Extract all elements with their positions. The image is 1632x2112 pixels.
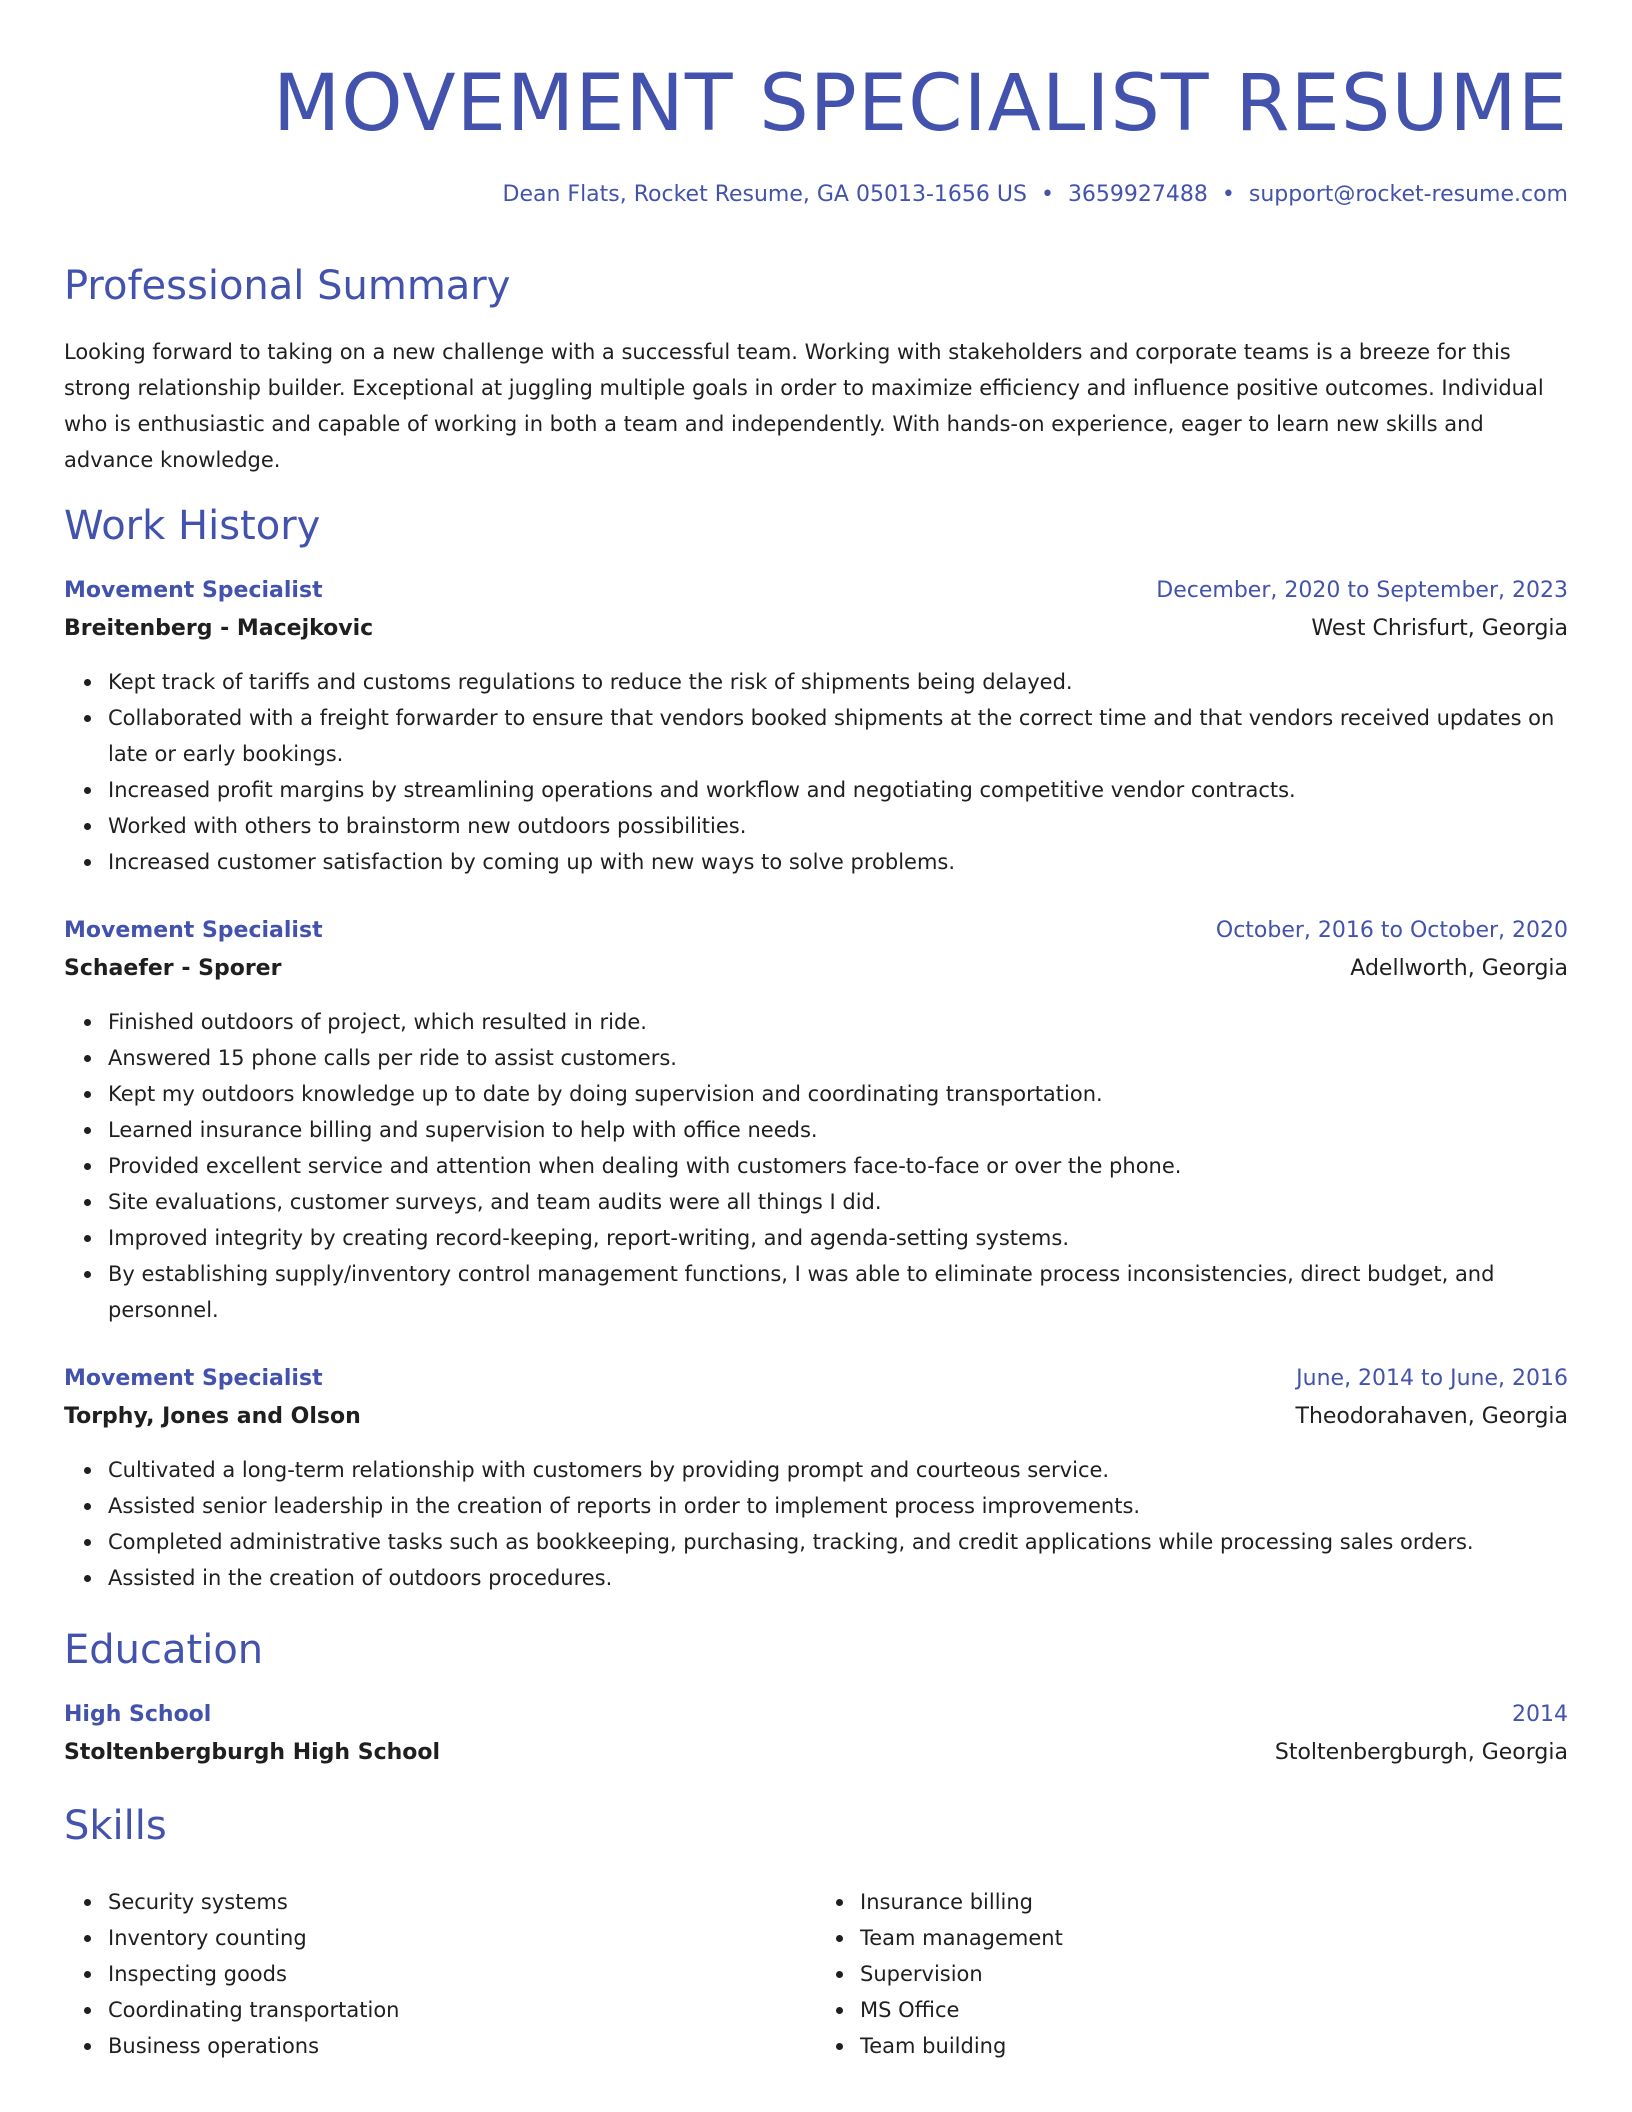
list-item: Kept track of tariffs and customs regulations to reduce the risk of shipments being delayed. [108, 664, 1568, 700]
job-entry [64, 912, 1568, 1328]
job-title: Movement Specialist [64, 918, 323, 943]
job-dates: June, 2014 to June, 2016 [1296, 1366, 1568, 1391]
job-bullets [64, 1452, 1568, 1596]
education-degree: High School [64, 1702, 212, 1727]
list-item: Increased customer satisfaction by coming up with new ways to solve problems. [108, 844, 1568, 880]
job-title: Movement Specialist [64, 1366, 323, 1391]
job-dates: October, 2016 to October, 2020 [1215, 918, 1568, 943]
summary-heading: Professional Summary [64, 263, 511, 309]
list-item: Kept my outdoors knowledge up to date by doing supervision and coordinating transportation. [108, 1076, 1568, 1112]
education-entry [64, 1696, 1568, 1772]
skill-item: Insurance billing [860, 1884, 1568, 1920]
list-item: Collaborated with a freight forwarder to ensure that vendors booked shipments at the correct time and that vendors received updates on late or early bookings. [108, 700, 1568, 772]
job-location: West Chrisfurt, Georgia [1311, 616, 1568, 641]
list-item: Assisted senior leadership in the creation of reports in order to implement process improvements. [108, 1488, 1568, 1524]
skill-item: MS Office [860, 1992, 1568, 2028]
job-location: Theodorahaven, Georgia [1295, 1404, 1568, 1429]
work-history-heading: Work History [64, 503, 321, 549]
list-item: Increased profit margins by streamlining operations and workflow and negotiating competitive vendor contracts. [108, 772, 1568, 808]
education-heading: Education [64, 1627, 264, 1673]
contact-phone: 3659927488 [1067, 182, 1208, 207]
list-item: Worked with others to brainstorm new outdoors possibilities. [108, 808, 1568, 844]
resume-title: MOVEMENT SPECIALIST RESUME [272, 59, 1568, 149]
job-entry [64, 1360, 1568, 1596]
job-company: Schaefer - Sporer [64, 956, 282, 981]
skill-item: Inspecting goods [108, 1956, 816, 1992]
list-item: Provided excellent service and attention when dealing with customers face-to-face or over the phone. [108, 1148, 1568, 1184]
skill-item: Supervision [860, 1956, 1568, 1992]
contact-address: Dean Flats, Rocket Resume, GA 05013-1656 US [502, 182, 1027, 207]
skills-list-left [64, 1884, 816, 2064]
list-item: Cultivated a long-term relationship with customers by providing prompt and courteous service. [108, 1452, 1568, 1488]
education-location: Stoltenbergburgh, Georgia [1274, 1740, 1568, 1765]
skill-item: Coordinating transportation [108, 1992, 816, 2028]
list-item: Finished outdoors of project, which resulted in ride. [108, 1004, 1568, 1040]
education-school: Stoltenbergburgh High School [64, 1740, 441, 1765]
list-item: By establishing supply/inventory control management functions, I was able to eliminate process inconsistencies, direct budget, and personnel. [108, 1256, 1568, 1328]
skill-item: Inventory counting [108, 1920, 816, 1956]
list-item: Learned insurance billing and supervision to help with office needs. [108, 1112, 1568, 1148]
job-bullets [64, 664, 1568, 880]
job-entry [64, 572, 1568, 880]
skills-list-right [816, 1884, 1568, 2064]
skill-item: Security systems [108, 1884, 816, 1920]
contact-line [503, 180, 1568, 210]
skills-heading: Skills [64, 1803, 167, 1849]
job-location: Adellworth, Georgia [1350, 956, 1568, 981]
skill-item: Business operations [108, 2028, 816, 2064]
contact-email: support@rocket-resume.com [1248, 182, 1568, 207]
job-dates: December, 2020 to September, 2023 [1156, 578, 1568, 603]
job-title: Movement Specialist [64, 578, 323, 603]
list-item: Improved integrity by creating record-keeping, report-writing, and agenda-setting systems. [108, 1220, 1568, 1256]
summary-text: Looking forward to taking on a new challenge with a successful team. Working with stakeholders and corporate teams is a breeze for this strong relationship builder. Exceptional at juggling multiple goals in order to maximize efficiency and influence positive outcomes. Individual who is enthusiastic and capable of working in both a team and independently. With hands-on experience, eager to learn new skills and advance knowledge. [64, 340, 1544, 472]
skills-columns [64, 1884, 1568, 2064]
job-company: Torphy, Jones and Olson [64, 1404, 361, 1429]
contact-separator: • [1221, 182, 1235, 207]
list-item: Site evaluations, customer surveys, and team audits were all things I did. [108, 1184, 1568, 1220]
skill-item: Team management [860, 1920, 1568, 1956]
job-company: Breitenberg - Macejkovic [64, 616, 374, 641]
job-bullets [64, 1004, 1568, 1328]
skill-item: Team building [860, 2028, 1568, 2064]
list-item: Completed administrative tasks such as bookkeeping, purchasing, tracking, and credit applications while processing sales orders. [108, 1524, 1568, 1560]
contact-separator: • [1040, 182, 1054, 207]
education-year: 2014 [1512, 1702, 1568, 1727]
list-item: Answered 15 phone calls per ride to assist customers. [108, 1040, 1568, 1076]
list-item: Assisted in the creation of outdoors procedures. [108, 1560, 1568, 1596]
